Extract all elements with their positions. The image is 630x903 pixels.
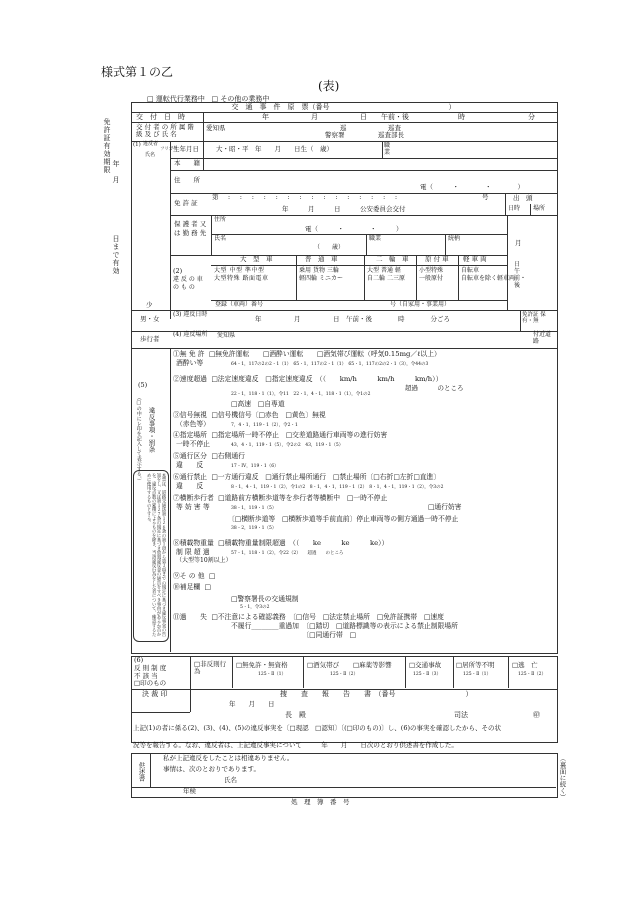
section6-r2: 不 該 当 — [134, 672, 158, 680]
item-8-opts[interactable]: □通行妨害 — [428, 503, 462, 511]
section2-label: (2) — [173, 267, 183, 275]
col-large: 大 型 車 — [240, 255, 273, 263]
cond-unlicensed[interactable]: □無免許・無資格 — [236, 661, 288, 669]
cond-alcohol-law: 125・Ⅱ（2） — [330, 672, 359, 677]
item-3-sub: （赤色等） — [176, 420, 210, 428]
status-label-other: その他の業務中 — [220, 95, 270, 103]
cond-drugs[interactable]: □麻薬等影響 — [353, 661, 392, 669]
twowheel-item-4: 二三原 — [386, 275, 405, 283]
report-title: 捜 査 報 告 書 （番号 ） — [280, 690, 473, 698]
issuer-station: 警察署 — [325, 131, 345, 139]
license-no-dots: : : : : : : : : : : : : : : : — [228, 194, 402, 201]
validity-until: 日まで有効 — [112, 235, 121, 275]
section6-r3: □印のもの — [134, 679, 167, 687]
large-item-2: 準中型 — [244, 267, 265, 274]
item-7-sub: 等 妨 害 等 — [176, 503, 210, 511]
item-10-opts[interactable]: □積載物重量制限超過 （（ ke ke ke）） — [218, 539, 389, 547]
occupation-label: 職業 — [384, 142, 391, 156]
approval-seal-label: 決 裁 印 — [142, 690, 168, 698]
item-2-opts[interactable]: □高速 □自専道 — [231, 400, 285, 408]
case-title: 交 通 事 件 原 票（番号 ） — [231, 103, 456, 111]
status-label-daiko: 運転代行業務中 — [155, 95, 205, 103]
dob-label: 生年月日 — [173, 145, 199, 153]
appearance-label: 出 頭 — [513, 194, 533, 202]
registration-label: 登録（車両）番号 — [215, 301, 264, 308]
item-0-sub: 酒酔い等 — [176, 359, 204, 367]
cond-address-unknown[interactable]: □居所等不明 — [456, 661, 495, 669]
issuer-rank2: 巡査部長 — [378, 131, 404, 139]
ordinary-item-0: 乗用 — [299, 267, 312, 274]
light-item-1: 自転車を除く軽車両 — [461, 275, 516, 283]
section6-label: (6) — [134, 656, 144, 664]
registration-type: 号（自家用・事業用） — [390, 301, 451, 308]
item-4-law: 43，4・1，119・1（5），令2の2 43，119・1（5） — [231, 443, 344, 448]
twowheel-item-1: 普通 — [380, 267, 393, 274]
issuer-rank1: 巡 — [340, 124, 347, 132]
section5-label: (5) — [138, 381, 148, 389]
item-7-opts[interactable]: □道路前方横断歩道等を歩行者等横断中 □一時不停止 — [218, 494, 388, 502]
item-14-law: 5・1，令3の2 — [240, 605, 270, 610]
validity-year-month: 年 月 — [112, 160, 121, 184]
col-moped: 原 付 車 — [425, 255, 449, 263]
moped-item-0: 小型特殊 — [419, 267, 444, 274]
item-7-law: 38・1，119・1（5） — [231, 506, 277, 511]
ordinary-items — [299, 267, 343, 284]
item-12-opts[interactable]: □ — [208, 572, 216, 580]
large-item-1: 中型 — [229, 267, 243, 274]
item-5-opts[interactable]: □右側通行 — [211, 452, 245, 460]
item-1-sub: 超過 のところ — [405, 384, 464, 392]
item-6-opts[interactable]: □一方通行違反 □通行禁止場所通行 □禁止場所〔□右折□左折□直進〕 — [211, 473, 441, 481]
item-1-law: 22・1，118・1（1），令11 22・1，4・1，118・1（1），令1の2 — [231, 392, 371, 397]
item-6-law: 8・1，4・1，119・1（2），令1の2 8・1，4・1，119・1（2） 8・1，4・1，119・1（2），令3の2 — [231, 485, 444, 490]
non-penalty-box[interactable]: □非反則行為 — [194, 660, 227, 676]
light-items — [461, 267, 515, 284]
large-item-4: 路面電車 — [242, 275, 269, 283]
cond-unlicensed-law: 125・Ⅱ（1） — [258, 672, 287, 677]
item-3-law: 7，4・1，119・1（2），令2・1 — [231, 423, 298, 428]
item-0-opts[interactable]: □無免許運転 □酒酔い運転 □酒気帯び運転（呼気0.15mg／ℓ以上） — [208, 350, 441, 358]
section3-label: (3) 違反日時 — [173, 311, 208, 318]
cond-accident[interactable]: □交通事故 — [409, 661, 442, 669]
address-tel: 電（ ・ ・ ） — [420, 183, 524, 191]
report-body-1: 上記(1)の者に係る(2)、(3)、(4)、(5)の違反事実を〔□現認 □認知〕〔(□印のもの)〕し、(6)の事実を確認したから、その状 — [133, 724, 501, 732]
dob-value: 大・昭・平 年 月 日生（ 歳） — [216, 145, 333, 153]
col-light: 軽 車 両 — [463, 255, 487, 263]
name-label: 氏名 — [145, 152, 156, 158]
pedestrian-label: 歩行者 — [140, 335, 160, 343]
guardian-name: 氏名 — [214, 235, 227, 242]
section4-label: (4) 違反場所 — [173, 331, 208, 338]
large-item-3: 大型特殊 — [214, 275, 241, 283]
status-checkbox-daiko[interactable]: □ — [147, 95, 154, 103]
report-seal-mark: ㊞ — [533, 711, 540, 719]
license-no-suffix: 号 — [482, 193, 489, 201]
guardian-label: 保 護 者 又 は 勤 務 先 — [174, 220, 207, 238]
item-5-sub: 違 反 — [176, 461, 204, 469]
guardian-age: （ 歳） — [314, 244, 345, 251]
section5-desc: 違反事項・罰条 — [147, 407, 156, 453]
ordinary-item-3: 軽四輪 — [299, 275, 318, 283]
item-10-sub: 制 限 超 過 — [176, 548, 210, 556]
guardian-occupation: 職業 — [369, 235, 382, 242]
section5-note: （□の中にレ印を記入して表示する。） — [135, 395, 142, 484]
issuer-rank3: 巡査 — [388, 124, 401, 132]
vehicle-few: 少 — [146, 301, 153, 309]
address-label: 住 所 — [174, 176, 200, 184]
issuer-pref: 愛知県 — [206, 124, 226, 132]
item-15-opts[interactable]: □不注意による確認義務 〔□信号 □法定禁止場所 □免許証携帯 □速度 — [211, 613, 444, 621]
report-chief: 長 殿 — [285, 711, 306, 719]
item-15-no: ⑪過 失 — [173, 613, 207, 621]
large-item-0: 大型 — [214, 267, 228, 274]
item-9-opts[interactable]: 〔□横断歩道等 □横断歩道等手前直前〕停止車両等の側方通過一時不停止 — [228, 515, 459, 523]
honseki-label: 本 籍 — [174, 159, 200, 167]
item-3-no: ③信号無視 — [173, 411, 207, 419]
item-13-no: ⑩補足欄 — [173, 583, 201, 591]
item-10-no: ⑧積載物重量 — [173, 539, 214, 547]
twowheel-item-3: 自二輪 — [367, 275, 386, 283]
item-11-opts: （大型等10割以上） — [176, 557, 232, 564]
guardian-month: 月 — [515, 239, 522, 247]
violation-datetime: 年 月 日 午前・後 時 分ごろ — [255, 315, 450, 323]
form-title: 様式第１の乙 — [101, 65, 174, 79]
cond-accident-law: 125・Ⅱ（3） — [413, 672, 442, 677]
item-4-no: ④指定場所 — [173, 431, 207, 439]
ordinary-item-4: ミニカー — [318, 275, 343, 283]
moped-items — [419, 267, 443, 284]
light-item-0: 自転車 — [461, 267, 480, 274]
item-10-law: 57・1，118・1（2），令22（2） 超過 のところ — [231, 551, 344, 556]
item-6-sub: 違 反 — [176, 482, 204, 490]
validity-label: 免許証有効期限 — [103, 118, 112, 174]
license-issue-date: 年 月 日 公安委員会交付 — [282, 205, 406, 213]
item-0-no: ①無 免 許 — [173, 350, 205, 358]
guardian-address: 住所 — [214, 216, 227, 223]
item-16-opts[interactable]: 不履行________重過加 〔□踏切 □道路標識等の表示による禁止制限場所 — [231, 622, 458, 630]
item-4-opts[interactable]: □指定場所一時不停止 □交差道路通行車両等の進行妨害 — [211, 431, 388, 439]
item-4-sub: 一時不停止 — [176, 440, 210, 448]
license-status: 免許証 保有・無 — [522, 312, 546, 325]
issuer-label: 交 付 者 の 所 属 階 級 及 び 氏 名 — [136, 123, 194, 139]
license-no-prefix: 第 — [212, 193, 219, 201]
item-5-law: 17・IV，119・1（6） — [231, 464, 279, 469]
statement-line-1: 私が上記違反をしたことは相違ありません。 — [163, 754, 294, 762]
statement-year: 年検 — [183, 787, 196, 795]
place-pref: 愛知県 — [217, 332, 236, 339]
large-items — [214, 267, 268, 284]
report-body-2: 況等を報告する。なお、違反者は、上記違反事実について 年 月 日次のとおり供述書を作成した。 — [133, 741, 458, 749]
report-date: 年 月 日 — [229, 700, 275, 708]
twowheel-item-0: 大型 — [367, 267, 380, 274]
twowheel-items — [367, 267, 405, 284]
col-2wheel: 二 輪 車 — [376, 255, 409, 263]
statement-label: 供述書 — [137, 762, 146, 782]
issue-date-label: 交 付 日 時 — [136, 113, 185, 121]
cond-alcohol[interactable]: □酒気帯び — [307, 661, 340, 669]
front-side-label: (表) — [318, 79, 340, 93]
report-officer: 司法 — [454, 711, 468, 719]
section6-r1: 反 則 制 度 — [134, 664, 167, 672]
guardian-relation: 続柄 — [448, 235, 461, 242]
item-7-no: ⑦横断歩行者 — [173, 494, 214, 502]
statement-name: 氏名 — [224, 776, 237, 784]
place-road: 付近道路 — [533, 331, 552, 345]
continue-back: （裏面に続く） — [558, 755, 567, 801]
item-12-no: ⑨そ の 他 — [173, 572, 205, 580]
section1-label: (1) — [133, 142, 141, 148]
vehicle-date-ampm: 日午前・後 — [514, 261, 527, 289]
sex-label: 男・女 — [140, 315, 160, 323]
appearance-place: 場所 — [533, 205, 546, 212]
twowheel-item-2: 軽 — [394, 267, 401, 274]
cond-escape[interactable]: □逃 亡 — [512, 661, 538, 669]
vehicle-label: 違 反 の 車 の も の — [173, 276, 203, 291]
item-5-no: ⑤通行区分 — [173, 452, 207, 460]
status-checkbox-other[interactable]: □ — [211, 95, 219, 103]
cond-address-unknown-law: 125・Ⅱ（1） — [463, 672, 492, 677]
item-17-opts[interactable]: 〔□同通行帯 □ — [231, 631, 356, 639]
issue-date-value: 年 月 日 午前・後 時 分 — [262, 113, 535, 121]
process-number-label: 処 理 簿 番 号 — [291, 798, 350, 806]
item-13-opts[interactable]: □ — [204, 583, 211, 591]
furigana-label: フリガナ — [160, 147, 178, 152]
moped-item-1: 一般原付 — [419, 275, 444, 283]
item-9-law: 38・2，119・1（5） — [231, 526, 277, 531]
appearance-time: 日時 — [508, 205, 521, 212]
item-0-law: 64・1，117の2の2・1（1） 65・1，117の2・1（1） 65・1，117の2の2・1（3），令44の3 — [231, 362, 429, 367]
guardian-tel: 電（ ・ ・ ） — [305, 225, 403, 233]
item-1-opts[interactable]: □法定速度違反 □指定速度違反 （（ km/h km/h km/h）） — [211, 375, 443, 383]
cond-escape-law: 125・Ⅱ（2） — [518, 672, 547, 677]
item-1-no: ②速度超過 — [173, 375, 207, 383]
ordinary-item-2: 三輪 — [326, 267, 339, 274]
ordinary-item-1: 貨物 — [312, 267, 325, 274]
violator-label: 違反者 — [143, 141, 159, 147]
col-ordinary: 普 通 車 — [305, 255, 338, 263]
license-label: 免 許 証 — [174, 199, 198, 207]
item-6-no: ⑥通行禁止 — [173, 473, 207, 481]
item-3-opts[interactable]: □信号機信号〔□赤色 □黄色〕無視 — [211, 411, 326, 419]
side-note: 本票は、道路交通法第１２６条の第１項から第３項までの規定に基づき違反事実の告知をし、又は第１２７条の規定に基づき放置違反金の通告をすべき事由があるか否かを、違反点数の累積によるものを除き、当該違反行為をした者について、確認するために使用するものとする。 — [146, 473, 166, 637]
item-14-opts[interactable]: □警察署長の交通規制 — [231, 595, 299, 603]
statement-line-2: 事情は、次のとおりであります。 — [163, 765, 260, 773]
